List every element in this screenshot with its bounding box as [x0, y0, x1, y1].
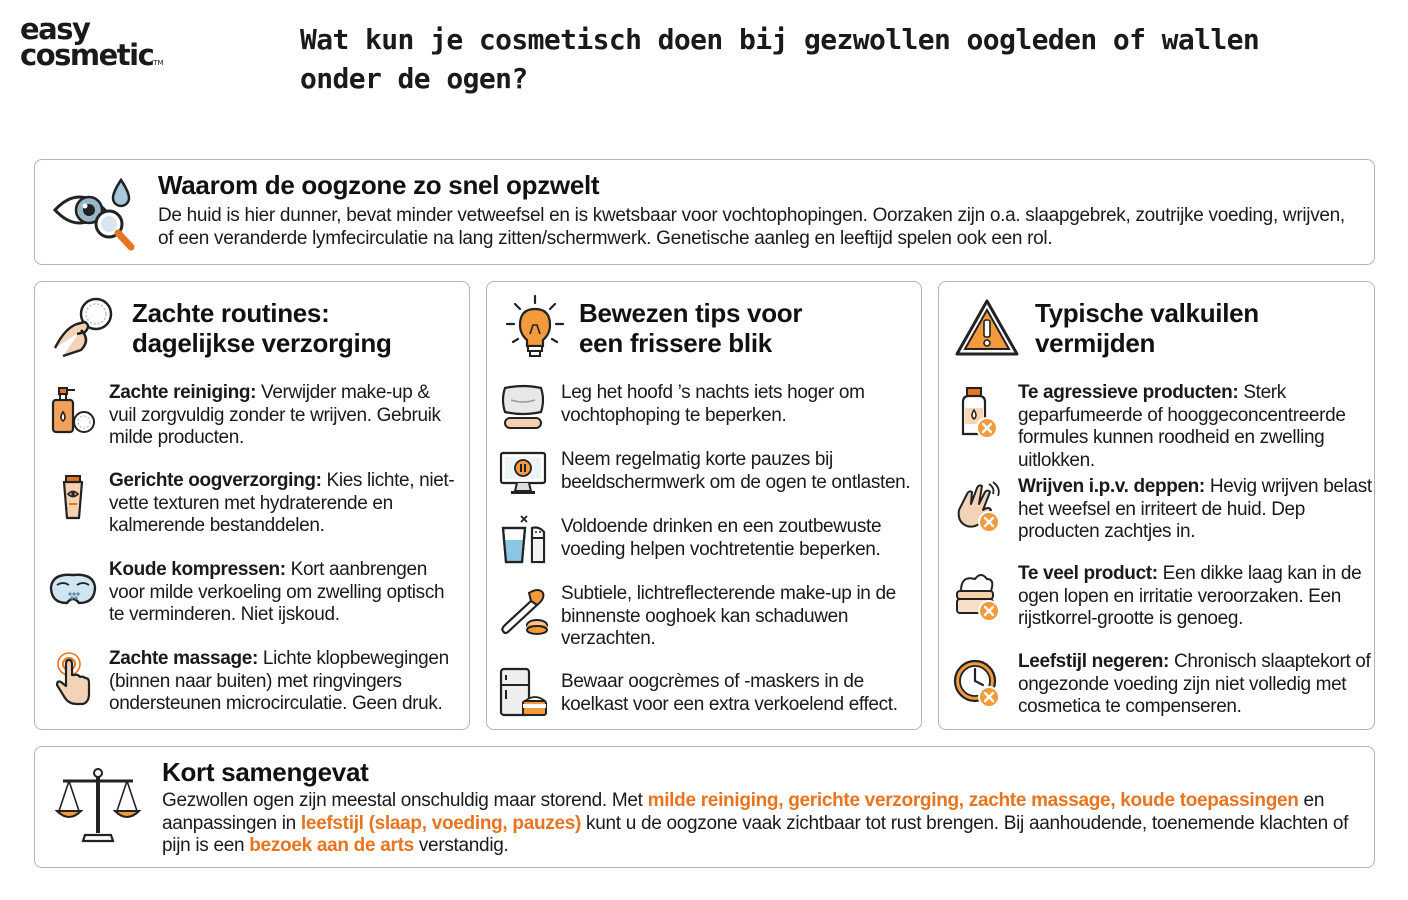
list-item [953, 476, 1371, 546]
item-text: Bewaar oogcrèmes of -maskers in de koelkast voor een extra verkoelend effect. [561, 671, 898, 715]
item-text [109, 559, 459, 627]
item-text: Subtiele, lichtreflecterende make-up in de binnenste ooghoek kan schaduwen verzachten. [561, 583, 896, 649]
list-item [953, 382, 1371, 472]
item-label: Te agressieve producten: [1018, 382, 1239, 403]
clock-icon [953, 655, 1001, 709]
pitfalls-title-line1: Typische valkuilen [1035, 298, 1259, 328]
tips-card [486, 281, 922, 730]
eye-magnifier-icon [51, 174, 137, 254]
routines-title-line2: dagelijkse verzorging [132, 328, 392, 358]
routines-card [34, 281, 470, 730]
tips-title-line1: Bewezen tips voor [579, 298, 803, 328]
item-desc: Kort aanbrengen voor milde verkoeling om zwelling optisch te verminderen. Niet ijskoud. [109, 559, 445, 625]
summary-part1: Gezwollen ogen zijn meestal onschuldig maar storend. Met [162, 790, 648, 811]
list-item [49, 382, 459, 452]
water-salt-icon [499, 516, 547, 566]
item-text: Leg het hoofd ’s nachts iets hoger om vochtophoping te beperken. [561, 382, 865, 426]
list-item [49, 470, 459, 540]
item-text: Voldoende drinken en een zoutbewuste voeding helpen vochtretentie beperken. [561, 516, 882, 560]
harsh-product-icon [953, 386, 1001, 444]
item-text [109, 382, 459, 450]
item-label: Wrijven i.p.v. deppen: [1018, 476, 1205, 497]
item-label: Koude kompressen: [109, 559, 286, 580]
list-item [49, 648, 459, 718]
why-text: De huid is hier dunner, bevat minder vetweefsel en is kwetsbaar voor vochtophopingen. Oorzaken zijn o.a. slaapgebrek, zoutrijke voeding, wrijven, of een veranderde lymfecirculatie na lang zitten/schermwerk. Genetische aanleg en leeftijd spelen ook een rol. [158, 205, 1345, 249]
hand-cotton-pad-icon [51, 294, 117, 360]
page-title: Wat kun je cosmetisch doen bij gezwollen oogleden of wallen onder de ogen? [300, 23, 1260, 95]
warning-triangle-icon [955, 298, 1019, 358]
logo-line2 [20, 40, 164, 70]
pitfalls-card [938, 281, 1375, 730]
summary-highlight-care: milde reiniging, gerichte verzorging, zachte massage, koude toepassingen [647, 790, 1299, 811]
item-text [1018, 651, 1378, 719]
cooling-mask-icon [49, 567, 97, 611]
makeup-brush-icon [499, 587, 547, 637]
item-text [1018, 563, 1378, 631]
list-item [499, 583, 919, 653]
why-card [34, 159, 1375, 265]
item-label: Gerichte oogverzorging: [109, 470, 322, 491]
summary-highlight-doctor: bezoek aan de arts [249, 835, 414, 856]
item-text [109, 648, 459, 716]
rubbing-hand-icon [953, 480, 1001, 534]
item-desc: Een dikke laag kan in de ogen lopen en irritatie veroorzaken. Een rijstkorrel-grootte is genoeg. [1018, 563, 1362, 629]
cream-jar-icon [953, 569, 1001, 621]
item-label: Zachte massage: [109, 648, 258, 669]
eye-cream-tube-icon [49, 474, 97, 522]
tips-title-line2: een frissere blik [579, 328, 772, 358]
item-desc: Lichte klopbewegingen (binnen naar buiten) met ringvingers ondersteunen microcirculatie. Geen druk. [109, 648, 449, 714]
item-label: Leefstijl negeren: [1018, 651, 1170, 672]
pillow-icon [499, 382, 547, 432]
item-desc: Kies lichte, niet-vette texturen met hydraterende en kalmerende bestanddelen. [109, 470, 455, 536]
item-label: Te veel product: [1018, 563, 1158, 584]
brand-logo [20, 14, 180, 70]
list-item [499, 382, 919, 442]
logo-line1: easy [20, 12, 90, 46]
monitor-pause-icon [499, 449, 547, 499]
summary-part4: verstandig. [413, 835, 509, 856]
routines-title-line1: Zachte routines: [132, 298, 330, 328]
summary-part3: kunt u de oogzone vaak zichtbaar tot rust brengen. Bij aanhoudende, toenemende klachten of pijn is een [162, 812, 1349, 856]
summary-highlight-lifestyle: leefstijl (slaap, voeding, pauzes) [300, 812, 582, 834]
item-text: Neem regelmatig korte pauzes bij beeldschermwerk om de ogen te ontlasten. [561, 449, 911, 493]
tapping-finger-icon [49, 652, 97, 708]
item-desc: Verwijder make-up & vuil zorgvuldig zonder te wrijven. Gebruik milde producten. [109, 382, 441, 448]
list-item [499, 449, 919, 509]
list-item [953, 651, 1371, 721]
item-text [109, 470, 459, 538]
item-desc: Sterk geparfumeerde of hooggeconcentreerde formules kunnen roodheid en zwelling uitlokken. [1018, 382, 1346, 471]
fridge-cream-icon [499, 667, 547, 719]
item-text [1018, 382, 1378, 472]
summary-card [34, 746, 1375, 868]
why-title: Waarom de oogzone zo snel opzwelt [158, 170, 600, 200]
list-item [499, 671, 919, 731]
balance-scale-icon [55, 765, 141, 845]
list-item [499, 516, 919, 576]
logo-word: cosmetic [20, 38, 154, 72]
cleanser-bottle-icon [49, 386, 97, 434]
summary-text [162, 790, 1352, 858]
summary-title: Kort samengevat [162, 757, 369, 787]
item-desc: Chronisch slaaptekort of ongezonde voeding zijn niet volledig met cosmetica te compenseren. [1018, 651, 1371, 717]
pitfalls-title-line2: vermijden [1035, 328, 1156, 358]
summary-part2: en aanpassingen in [162, 790, 1325, 834]
item-desc: Hevig wrijven belast het weefsel en irriteert de huid. Dep producten zachtjes in. [1018, 476, 1372, 542]
list-item [953, 563, 1371, 633]
item-label: Zachte reiniging: [109, 382, 257, 403]
item-text [1018, 476, 1378, 544]
lightbulb-icon [503, 294, 567, 362]
list-item [49, 559, 459, 629]
logo-tm: TM [153, 59, 164, 67]
